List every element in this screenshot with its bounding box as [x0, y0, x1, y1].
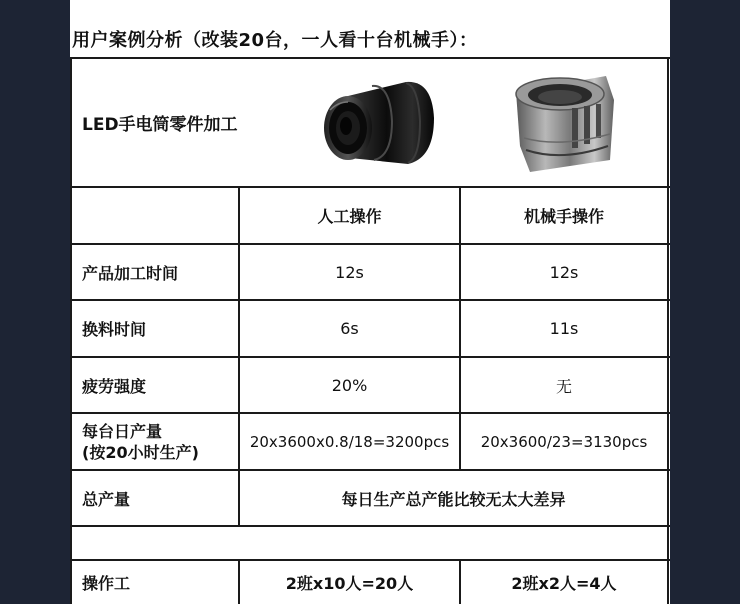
row-label: 产品加工时间 [82, 263, 179, 283]
row-label: 换料时间 [82, 320, 147, 339]
document-page [70, 0, 670, 604]
cell-robot: 11s [549, 319, 579, 338]
row-label [70, 414, 238, 469]
product-label: LED手电筒零件加工 [82, 115, 238, 135]
cell-manual: 2班x10人=20人 [285, 574, 414, 593]
row-label-line2: (按20小时生产) [82, 442, 199, 462]
page-heading: 用户案例分析（改装20台，一人看十台机械手）： [72, 30, 478, 51]
metal-threaded-part-image [502, 64, 626, 180]
merged-cell: 每日生产总产能比较无太大差异 [341, 489, 566, 509]
cell-manual: 12s [335, 262, 364, 282]
row-label-line1: 每台日产量 [82, 421, 163, 441]
cell-manual: 6s [340, 319, 359, 338]
column-header-robot: 机械手操作 [523, 207, 604, 226]
comparison-table [70, 0, 670, 604]
column-header-manual: 人工操作 [317, 207, 382, 226]
cell-robot: 无 [555, 376, 572, 396]
cell-manual: 20x3600x0.8/18=3200pcs [249, 432, 450, 451]
cell-robot: 2班x2人=4人 [511, 574, 617, 593]
table-border-right [667, 57, 669, 604]
cell-robot: 20x3600/23=3130pcs [480, 432, 648, 451]
black-plastic-cap-image [310, 66, 440, 178]
row-label: 操作工 [82, 574, 131, 593]
cell-manual: 20% [331, 375, 368, 395]
row-label: 疲劳强度 [82, 376, 147, 396]
cell-robot: 12s [549, 262, 579, 282]
empty-row [70, 527, 238, 559]
row-label: 总产量 [82, 489, 131, 509]
